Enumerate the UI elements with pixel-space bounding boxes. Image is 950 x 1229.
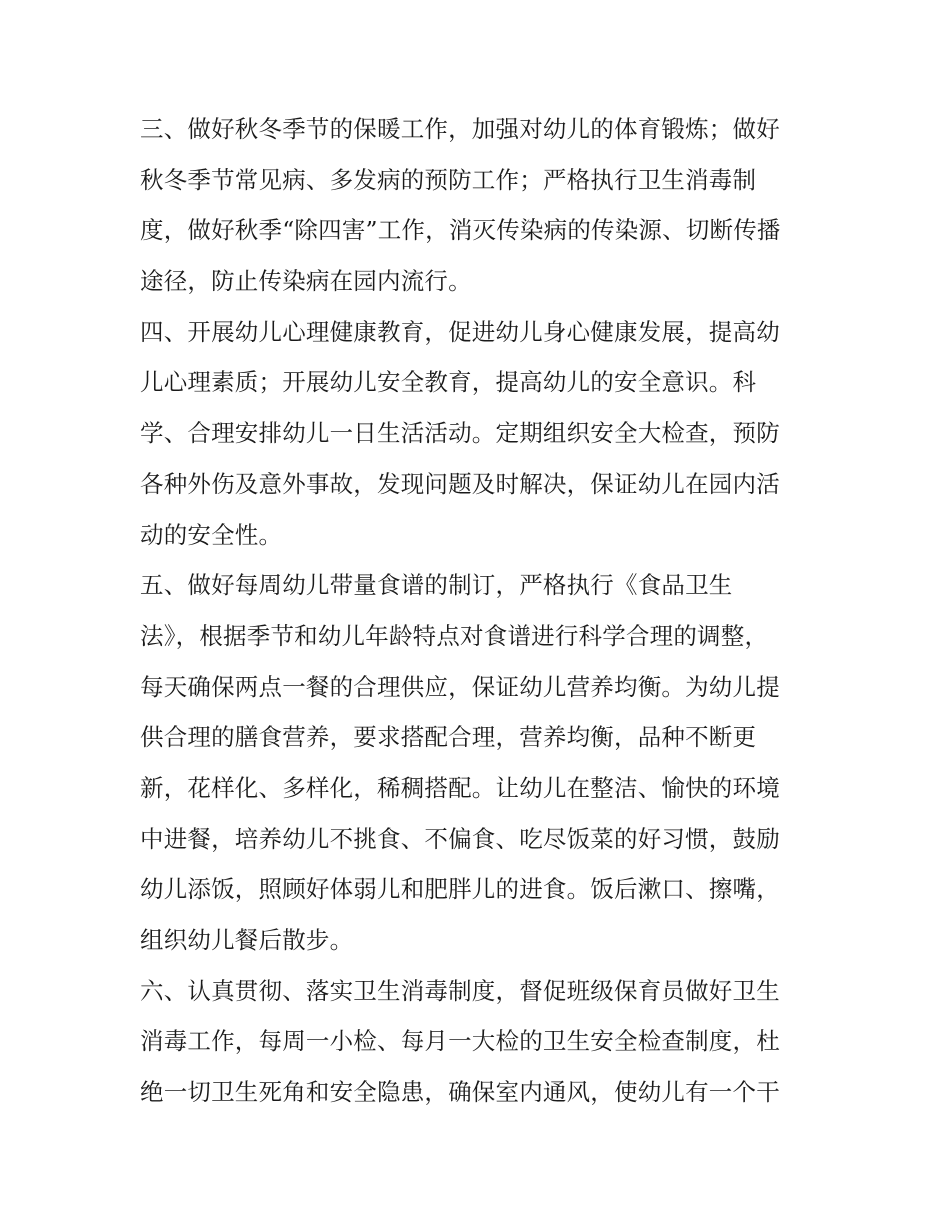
text-line: 度，做好秋季“除四害”工作，消灭传染病的传染源、切断传播 [140,216,781,245]
document-body [140,104,812,1118]
text-line: 途径，防止传染病在园内流行。 [140,267,472,296]
text-line: 各种外伤及意外事故，发现问题及时解决，保证幼儿在园内活 [140,469,780,498]
paragraph-6 [140,966,812,1118]
text-line: 四、开展幼儿心理健康教育，促进幼儿身心健康发展，提高幼 [140,317,780,346]
text-line: 学、合理安排幼儿一日生活活动。定期组织安全大检查，预防 [140,419,780,448]
text-line: 每天确保两点一餐的合理供应，保证幼儿营养均衡。为幼儿提 [140,672,780,701]
text-line: 儿心理素质；开展幼儿安全教育，提高幼儿的安全意识。科 [140,368,757,397]
text-line: 法》，根据季节和幼儿年龄特点对食谱进行科学合理的调整， [140,621,769,650]
text-line: 组织幼儿餐后散步。 [140,926,354,954]
text-line: 动的安全性。 [140,520,283,549]
text-line: 三、做好秋冬季节的保暖工作，加强对幼儿的体育锻炼；做好 [140,115,780,143]
text-line: 中进餐，培养幼儿不挑食、不偏食、吃尽饭菜的好习惯，鼓励 [140,824,780,853]
text-line: 五、做好每周幼儿带量食谱的制订，严格执行《食品卫生 [140,571,733,600]
text-line: 新，花样化、多样化，稀稠搭配。让幼儿在整洁、愉快的环境 [140,773,780,802]
text-line: 消毒工作，每周一小检、每月一大检的卫生安全检查制度，杜 [140,1027,780,1056]
text-line: 秋冬季节常见病、多发病的预防工作；严格执行卫生消毒制 [140,165,757,194]
paragraph-3 [140,104,812,307]
text-line: 供合理的膳食营养，要求搭配合理，营养均衡，品种不断更 [140,723,757,752]
text-line: 绝一切卫生死角和安全隐患，确保室内通风，使幼儿有一个干 [140,1078,780,1107]
text-line: 六、认真贯彻、落实卫生消毒制度，督促班级保育员做好卫生 [140,976,780,1005]
paragraph-5 [140,560,812,966]
paragraph-4 [140,307,812,560]
text-line: 幼儿添饭，照顾好体弱儿和肥胖儿的进食。饭后漱口、擦嘴， [140,875,780,904]
